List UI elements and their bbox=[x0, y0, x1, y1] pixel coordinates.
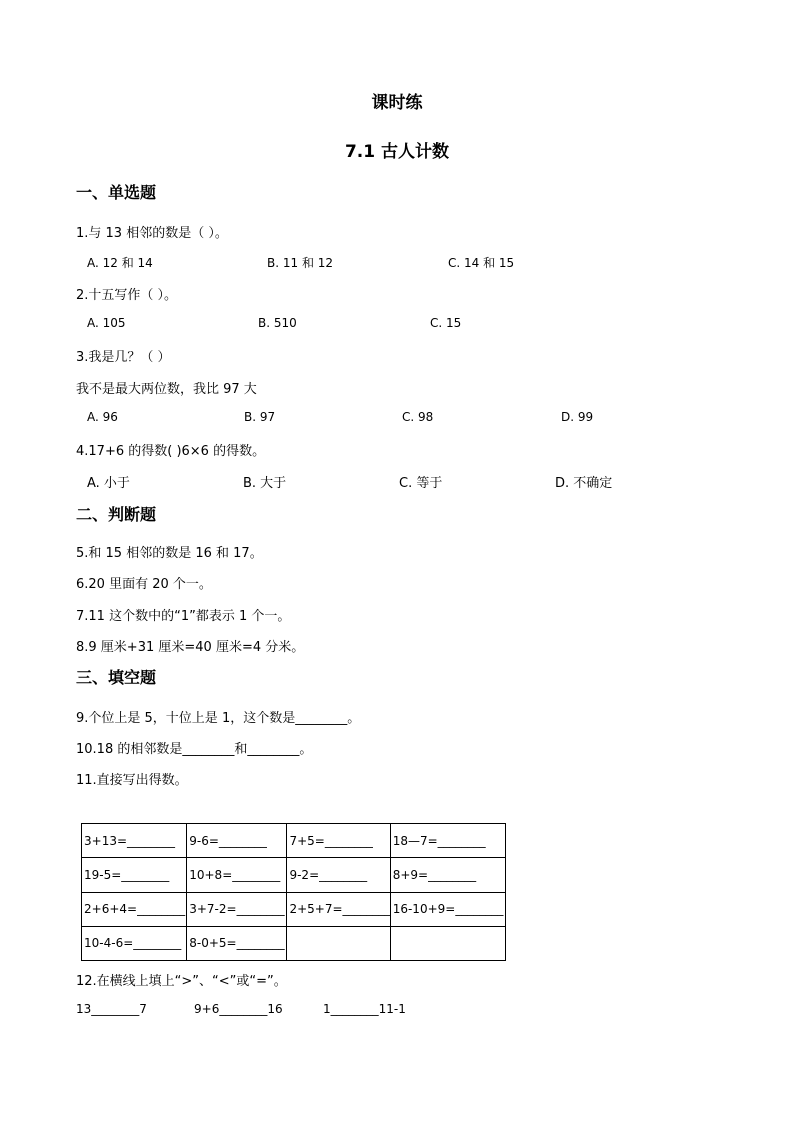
table-cell[interactable]: 10+8=________ bbox=[187, 858, 287, 892]
table-cell[interactable]: 18—7=________ bbox=[390, 824, 505, 858]
question-6: 6.20 里面有 20 个一。 bbox=[76, 577, 212, 592]
table-cell[interactable]: 9-2=________ bbox=[287, 858, 390, 892]
table-row bbox=[82, 824, 506, 858]
question-2-option-b[interactable]: B. 510 bbox=[258, 316, 297, 330]
section-heading-fill: 三、填空题 bbox=[76, 668, 157, 687]
question-1-option-a[interactable]: A. 12 和 14 bbox=[87, 256, 153, 270]
table-row bbox=[82, 858, 506, 892]
question-2-stem: 2.十五写作（ ）。 bbox=[76, 288, 178, 303]
table-cell[interactable]: 2+5+7=________ bbox=[287, 892, 390, 926]
question-2-option-c[interactable]: C. 15 bbox=[430, 316, 462, 330]
question-8: 8.9 厘米+31 厘米=40 厘米=4 分米。 bbox=[76, 640, 305, 655]
table-cell[interactable]: 8+9=________ bbox=[390, 858, 505, 892]
question-10: 10.18 的相邻数是________和________。 bbox=[76, 742, 313, 757]
question-3-option-a[interactable]: A. 96 bbox=[87, 410, 118, 424]
question-4-option-a[interactable]: A. 小于 bbox=[87, 476, 130, 491]
question-4-option-d[interactable]: D. 不确定 bbox=[555, 476, 613, 491]
question-3-clue: 我不是最大两位数，我比 97 大 bbox=[76, 382, 257, 397]
question-1-option-c[interactable]: C. 14 和 15 bbox=[448, 256, 515, 270]
question-3-option-c[interactable]: C. 98 bbox=[402, 410, 434, 424]
question-12-stem: 12.在横线上填上“>”、“<”或“=”。 bbox=[76, 974, 287, 989]
section-heading-judge: 二、判断题 bbox=[76, 505, 157, 524]
compare-item-2[interactable]: 9+6________16 bbox=[194, 1002, 283, 1016]
worksheet-title: 课时练 bbox=[371, 93, 423, 113]
table-cell[interactable]: 3+13=________ bbox=[82, 824, 187, 858]
table-cell-empty bbox=[390, 926, 505, 960]
question-2-option-a[interactable]: A. 105 bbox=[87, 316, 126, 330]
table-cell[interactable]: 7+5=________ bbox=[287, 824, 390, 858]
table-row bbox=[82, 892, 506, 926]
question-3-option-b[interactable]: B. 97 bbox=[244, 410, 276, 424]
calculation-table bbox=[81, 823, 506, 961]
question-1-option-b[interactable]: B. 11 和 12 bbox=[267, 256, 334, 270]
question-3-stem: 3.我是几？（ ） bbox=[76, 350, 171, 365]
table-cell[interactable]: 2+6+4=________ bbox=[82, 892, 187, 926]
table-cell[interactable]: 3+7-2=________ bbox=[187, 892, 287, 926]
lesson-title: 7.1 古人计数 bbox=[344, 142, 450, 162]
question-11: 11.直接写出得数。 bbox=[76, 773, 188, 788]
compare-item-1[interactable]: 13________7 bbox=[76, 1002, 147, 1016]
table-cell[interactable]: 10-4-6=________ bbox=[82, 926, 187, 960]
table-cell[interactable]: 8-0+5=________ bbox=[187, 926, 287, 960]
table-row bbox=[82, 926, 506, 960]
question-9: 9.个位上是 5，十位上是 1，这个数是________。 bbox=[76, 711, 361, 726]
question-3-option-d[interactable]: D. 99 bbox=[561, 410, 594, 424]
table-cell-empty bbox=[287, 926, 390, 960]
question-4-option-b[interactable]: B. 大于 bbox=[243, 476, 287, 491]
question-7: 7.11 这个数中的“1”都表示 1 个一。 bbox=[76, 609, 291, 624]
question-4-stem: 4.17+6 的得数( )6×6 的得数。 bbox=[76, 444, 266, 459]
section-heading-choice: 一、单选题 bbox=[76, 183, 157, 202]
table-cell[interactable]: 9-6=________ bbox=[187, 824, 287, 858]
table-cell[interactable]: 16-10+9=________ bbox=[390, 892, 505, 926]
compare-item-3[interactable]: 1________11-1 bbox=[323, 1002, 406, 1016]
question-4-option-c[interactable]: C. 等于 bbox=[399, 476, 443, 491]
question-1-stem: 1.与 13 相邻的数是（ ）。 bbox=[76, 226, 228, 241]
table-cell[interactable]: 19-5=________ bbox=[82, 858, 187, 892]
question-5: 5.和 15 相邻的数是 16 和 17。 bbox=[76, 546, 263, 561]
